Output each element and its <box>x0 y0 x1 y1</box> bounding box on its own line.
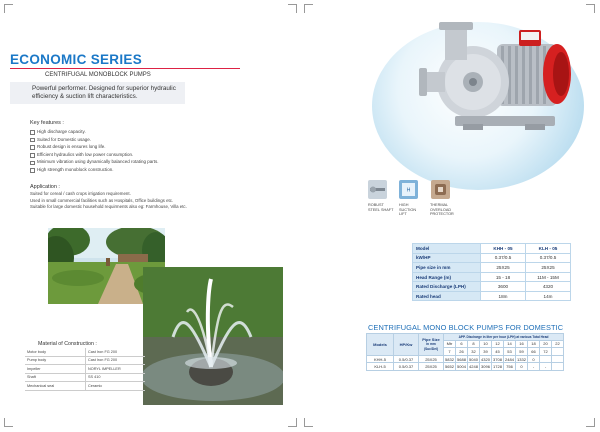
discharge-cell: 4248 <box>469 364 478 370</box>
material-value: Cast Iron FG 200 <box>86 348 146 356</box>
page-subtitle: CENTRIFUGAL MONOBLOCK PUMPS <box>45 72 151 78</box>
crop-mark <box>586 4 595 13</box>
key-feature-item: Robust design is ensures long life. <box>30 143 159 151</box>
application-text <box>30 191 215 211</box>
spec-value: 3600 <box>481 282 526 292</box>
crop-mark <box>304 418 313 427</box>
thermal-protector-icon <box>431 180 450 199</box>
discharge-cell: 5832 <box>445 356 454 362</box>
spec-value: 0.37/0.5 <box>481 253 526 263</box>
head-value: 20 <box>540 340 552 348</box>
spec-value: 25X25 <box>481 263 526 273</box>
material-value: Cast Iron FG 200 <box>86 356 146 365</box>
hp-cell: 0.5/0.37 <box>394 355 419 363</box>
suction-icon <box>399 180 418 199</box>
table-row <box>413 253 571 263</box>
material-part: Motor body <box>25 348 86 356</box>
discharge-cell: 0 <box>516 363 528 371</box>
crop-mark <box>288 4 297 13</box>
feature-label-line: THERMAL <box>430 203 449 207</box>
feature-label <box>430 203 454 217</box>
hp-cell: 0.5/0.37 <box>394 363 419 371</box>
title-underline <box>10 68 240 69</box>
head-value: 10 <box>480 340 492 348</box>
domestic-table <box>366 333 564 371</box>
intro-text: Powerful performer. Designed for superior hydraulic efficiency & suction lift characteristics. <box>32 85 176 100</box>
material-table <box>25 348 145 391</box>
material-value: NORYL IMPELLER <box>86 365 146 374</box>
page-title: ECONOMIC SERIES <box>10 52 143 67</box>
crop-mark <box>288 418 297 427</box>
discharge-cell <box>540 355 552 363</box>
feature-label-line: PROTECTOR <box>430 212 454 217</box>
spec-label: Head Range (m) <box>413 272 481 282</box>
table-row <box>25 356 145 365</box>
col-pipe <box>419 334 444 356</box>
crop-mark <box>304 4 313 13</box>
discharge-cell: 3096 <box>481 364 490 370</box>
spec-value: 4320 <box>526 282 571 292</box>
head-value: 18 <box>528 340 540 348</box>
material-part: Pump body <box>25 356 86 365</box>
feature-label <box>399 203 416 217</box>
feature-label-line: ROBUST <box>368 203 384 207</box>
discharge-cell: 4320 <box>481 356 490 362</box>
pump-image <box>395 16 595 178</box>
feature-label-line: HIGH <box>399 203 409 207</box>
col-hp: HP/Kw <box>394 334 419 356</box>
spec-table <box>412 243 571 301</box>
table-row <box>413 263 571 273</box>
discharge-cell: - <box>540 363 552 371</box>
key-feature-item: Efficient hydraulics with low power consumption. <box>30 151 159 159</box>
spec-value: KLH - 05 <box>526 244 571 254</box>
spec-label: kW/HP <box>413 253 481 263</box>
ft-value: 59 <box>516 348 528 356</box>
discharge-cell: 756 <box>504 363 516 371</box>
material-value: SS 410 <box>86 373 146 382</box>
discharge-cell: 1332 <box>517 356 526 362</box>
spec-value: 25X25 <box>526 263 571 273</box>
spec-value: 14m <box>526 291 571 301</box>
feature-label-line: SUCTION <box>399 207 417 212</box>
ft-value: 26 <box>456 348 468 356</box>
key-feature-item: High strength monoblock construction. <box>30 166 159 174</box>
table-row <box>367 334 564 341</box>
table-row <box>25 382 145 391</box>
feature-label-line: STEEL SHAFT <box>368 207 394 212</box>
spec-value: KHH - 05 <box>481 244 526 254</box>
key-feature-item: Minimum vibration using dynamically balanced rotating parts. <box>30 158 159 166</box>
mtr-label: Mtr <box>444 340 456 348</box>
spec-label: Rated head <box>413 291 481 301</box>
col-models: Models <box>367 334 394 356</box>
discharge-cell: - <box>528 363 540 371</box>
discharge-cell: 5652 <box>445 364 454 370</box>
discharge-cell: 5040 <box>469 356 478 362</box>
col-pipe-line: Pipe Size <box>422 336 440 342</box>
ft-value: 7 <box>444 348 456 356</box>
key-feature-item: High discharge capacity. <box>30 128 159 136</box>
head-value: 8 <box>468 340 480 348</box>
ft-value: 32 <box>468 348 480 356</box>
crop-mark <box>4 4 13 13</box>
material-part: Mechanical seal <box>25 382 86 391</box>
head-value: 16 <box>516 340 528 348</box>
discharge-cell: 3708 <box>493 356 502 362</box>
ft-value: 66 <box>528 348 540 356</box>
application-line: Suited for cereal / cash crops irrigation requirement. <box>30 191 131 196</box>
model-cell: KHH-5 <box>367 355 394 363</box>
model-cell: KLH-5 <box>367 363 394 371</box>
key-feature-item: Suited for Domestic usage. <box>30 136 159 144</box>
feature-label <box>368 203 393 212</box>
table-row <box>413 244 571 254</box>
ft-value: 72 <box>540 348 552 356</box>
discharge-cell: 5688 <box>457 356 466 362</box>
table-row <box>25 348 145 356</box>
table-row <box>367 363 564 371</box>
spec-label: Model <box>413 244 481 254</box>
table-row <box>25 365 145 374</box>
discharge-cell: 2484 <box>505 356 514 362</box>
pipe-cell: 25X25 <box>419 363 444 371</box>
discharge-cell <box>552 363 564 371</box>
spec-value: 0.37/0.5 <box>526 253 571 263</box>
ft-value: 39 <box>480 348 492 356</box>
col-pipe-line: (Suc/Del) <box>423 346 439 351</box>
discharge-cell: 1728 <box>493 364 502 370</box>
ft-value <box>552 348 564 356</box>
head-value: 6 <box>456 340 468 348</box>
pipe-cell: 25X25 <box>419 355 444 363</box>
domestic-title: CENTRIFUGAL MONO BLOCK PUMPS FOR DOMESTIC <box>368 323 564 332</box>
discharge-cell: 5004 <box>457 364 466 370</box>
discharge-header: APP. Discharge in liter per hour (LPH) at various Total Head <box>444 334 564 341</box>
key-features-list <box>30 128 159 174</box>
head-value: 12 <box>492 340 504 348</box>
discharge-cell <box>552 355 564 363</box>
discharge-cell: 0 <box>528 355 540 363</box>
feature-label-line: OVERLOAD <box>430 207 452 212</box>
application-line: Suitable for large domestic household requirments also eg: Farmhouse, Villa etc. <box>30 204 187 210</box>
material-value: Ceramic <box>86 382 146 391</box>
crop-mark <box>586 418 595 427</box>
head-value: 22 <box>552 340 564 348</box>
svg-text:H: H <box>406 187 411 194</box>
table-row <box>413 282 571 292</box>
ft-value: 45 <box>492 348 504 356</box>
spec-value: 15 - 18 <box>481 272 526 282</box>
key-features-title: Key features : <box>30 120 64 126</box>
material-title: Material of Construction : <box>38 341 97 347</box>
material-part: Shaft <box>25 373 86 382</box>
application-title: Application : <box>30 184 60 190</box>
table-row <box>413 272 571 282</box>
crop-mark <box>4 418 13 427</box>
material-part: Impeller <box>25 365 86 374</box>
application-line: Used in small commercial facilities such as Hospitals, Office buildings etc. <box>30 197 174 203</box>
spec-value: 11M - 15M <box>526 272 571 282</box>
shaft-icon <box>368 180 387 199</box>
table-row <box>367 355 564 363</box>
head-value: 14 <box>504 340 516 348</box>
col-pipe-line: in mm <box>426 342 436 347</box>
fountain-photo <box>143 267 283 405</box>
spec-label: Rated Discharge (LPH) <box>413 282 481 292</box>
spec-label: Pipe size in mm <box>413 263 481 273</box>
table-row <box>413 291 571 301</box>
ft-value: 53 <box>504 348 516 356</box>
feature-label-line: LIFT <box>399 212 407 217</box>
table-row <box>25 373 145 382</box>
spec-value: 18m <box>481 291 526 301</box>
